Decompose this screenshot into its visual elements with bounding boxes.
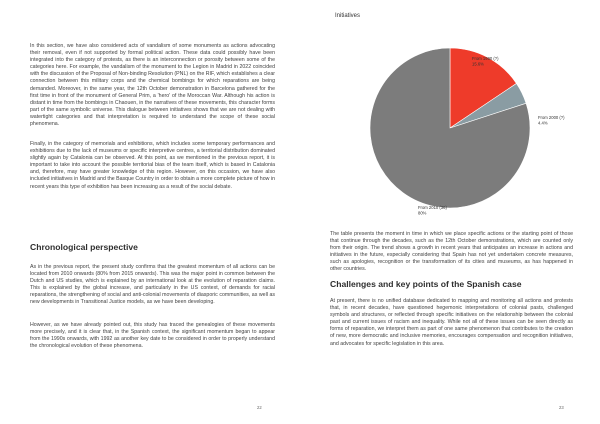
chart-title: Initiatives bbox=[335, 13, 361, 19]
paragraph-momentum: As in the previous report, the present study confirms that the greatest momentum of all actions can be located from 2010 onwards (80% from 2015 onwards). This was the major point in common between the Dutch and US studies, which is explained by an international look at the evolution of reparation claims. This is explained by the global increase, and particularly in the US context, of demands for racial reparations, the strengthening of social and anti-colonial movements of diasporic communities, as well as new developments in Transitional Justice models, as we have been developing. bbox=[30, 264, 275, 306]
pie-slice-label-2: From 2010 (36) bbox=[418, 205, 447, 210]
pie-chart-svg bbox=[300, 0, 600, 230]
section-title-challenges: Challenges and key points of the Spanish case bbox=[330, 279, 522, 289]
paragraph-genealogies: However, as we have already pointed out, this study has traced the genealogies of these movements more precisely, and it is clear that, in the Spanish context, the significant momentum began to appear from the 1990s onwards, with 1992 as another key date to be considered in order to properly understand the chronological evolution of these phenomena. bbox=[30, 322, 275, 350]
page-number-left: 22 bbox=[257, 405, 262, 410]
pie-slice-label-0: From 1990 (?) bbox=[472, 56, 499, 61]
paragraph-table-trend: The table presents the moment in time in which we place specific actions or the starting point of those that continue through the decades, such as the 12th October demonstrations, which are counted only from their origin. The trend shows a growth in recent years that anticipates an increase in actions and initiatives in the future, especially considering that Spain has not yet undertaken concrete measures, such as apologies, recognition or the transformation of its cities and museums, as has happened in other countries. bbox=[330, 231, 573, 273]
pie-slice-value-1: 4.4% bbox=[538, 120, 548, 126]
pie-slice-label-1: From 2000 (?) bbox=[538, 115, 565, 120]
paragraph-vandalism: In this section, we have also considered acts of vandalism of some monuments as actions advocating their removal, even if not supported by formal political action. These data could possibly have been integrated into the category of protests, as there is an interconnection or porosity between some of the categories here. For example, the vandalism of the monument to the Legion in Madrid in 2022 coincided with the discussion of the Proposal of Non-binding Resolution (PNL) on the RIF, which establishes a clear connection between this military corps and the chemical bombings for which reparations are being demanded. Moreover, in the same year, the 12th October demonstration in Barcelona gathered for the first time in front of the monument of General Prim, a 'hero' of the Moroccan War. Although his action is distant in time from the bombings in Chaouen, in the narratives of these movements, this character forms part of the same symbolic universe. This dialogue between initiatives shows that we are not dealing with watertight categories and that interpretation is required to understand the scope of these social phenomena. bbox=[30, 43, 275, 128]
paragraph-no-database: At present, there is no unified database dedicated to mapping and monitoring all actions and protests that, in recent decades, have questioned hegemonic interpretations of colonial pasts, challenged symbols and structures, or reflected through specific initiatives on the relationship between the colonial past and current issues of racism and inequality. While not all of these issues can be seen directly as forms of reparation, we interpret them as part of one same phenomenon that contributes to the creation of new, more democratic and inclusive memories, encourages compensation and recognition initiatives, and advocates for specific legislation in this area. bbox=[330, 298, 573, 347]
section-title-chronological: Chronological perspective bbox=[30, 242, 138, 252]
pie-slice-value-2: 80% bbox=[418, 210, 427, 216]
pie-slice-value-0: 15.6% bbox=[472, 61, 484, 67]
page-number-right: 23 bbox=[559, 405, 564, 410]
paragraph-memorials: Finally, in the category of memorials and exhibitions, which includes some temporary performances and exhibitions due to the lack of museums or specific interpretive centres, a territorial distribution dominated slightly again by Catalonia can be observed. At this point, as we mentioned in the previous report, it is important to take into account the possible territorial bias of the team itself, which is based in Catalonia and, therefore, may have greater knowledge of this region. However, on this occasion, we have also included initiatives in Madrid and the Basque Country in order to obtain a more complete picture of how in recent years this type of exhibition has been increasing as a result of the social debate. bbox=[30, 141, 275, 190]
right-page bbox=[300, 0, 600, 424]
